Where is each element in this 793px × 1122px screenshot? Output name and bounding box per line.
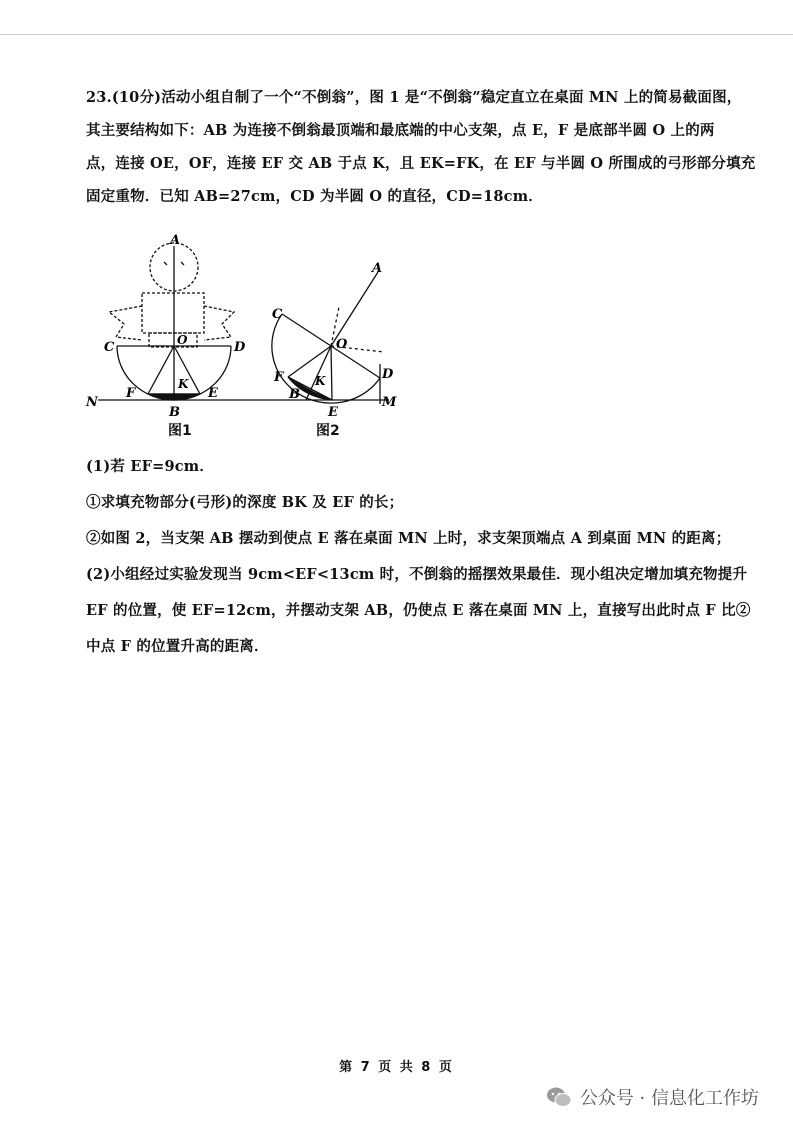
fig2-label-f: F (274, 370, 284, 385)
watermark-text: 公众号 · 信息化工作坊 (579, 1088, 759, 1109)
figure-1 (98, 243, 234, 400)
fig1-arms (109, 306, 234, 340)
fig1-label-d: D (234, 340, 246, 355)
fig2-label-b: B (289, 387, 300, 402)
geometry-figure (84, 232, 414, 444)
fig1-body (142, 293, 204, 333)
fig2-label-o: O (336, 337, 348, 352)
fig2-label-m: M (382, 395, 397, 410)
fig1-label-o: O (177, 333, 188, 347)
question-line: (2)小组经过实验发现当 9cm<EF<13cm 时，不倒翁的摇摆效果最佳．现小组决定增加填充物提升 (86, 566, 748, 583)
fig1-label-e: E (208, 386, 218, 401)
question-line: 中点 F 的位置升高的距离． (86, 638, 269, 655)
fig2-label-e: E (328, 405, 338, 420)
fig2-oe (331, 346, 332, 400)
wechat-icon (546, 1086, 572, 1108)
fig2-label-d: D (382, 367, 394, 382)
fig1-label-a: A (170, 233, 181, 248)
fig1-lower (149, 333, 197, 347)
problem-statement (86, 88, 756, 220)
fig2-caption: 图2 (316, 423, 340, 439)
fig2-label-c: C (272, 307, 283, 322)
question-line: (1)若 EF=9cm． (86, 458, 215, 475)
page-number: 第 7 页 共 8 页 (339, 1060, 454, 1075)
fig1-label-n: N (86, 395, 98, 410)
question-block (86, 457, 766, 673)
watermark (546, 1084, 759, 1110)
fig1-oe (148, 346, 174, 394)
top-rule (0, 34, 793, 35)
figure-2 (234, 272, 389, 404)
fig1-label-b: B (169, 405, 180, 420)
problem-line: 其主要结构如下：AB 为连接不倒翁最顶端和最底端的中心支架，点 E，F 是底部半圆 O 上的两 (86, 122, 715, 139)
fig1-label-f: F (126, 386, 136, 401)
figure-drawing (84, 232, 414, 422)
fig2-label-a: A (372, 261, 383, 276)
fig2-of (288, 346, 331, 377)
problem-line: 固定重物．已知 AB=27cm，CD 为半圆 O 的直径，CD=18cm． (86, 188, 543, 205)
fig1-label-c: C (104, 340, 115, 355)
question-line: ①求填充物部分(弓形)的深度 BK 及 EF 的长； (86, 494, 404, 511)
question-line: ②如图 2，当支架 AB 摆动到使点 E 落在桌面 MN 上时，求支架顶端点 A 到桌面 MN 的距离； (86, 530, 731, 547)
problem-line: 23.(10分)活动小组自制了一个“不倒翁”，图 1 是“不倒翁”稳定直立在桌面 MN 上的简易截面图， (86, 89, 742, 106)
fig1-caption: 图1 (168, 423, 192, 439)
fig1-label-k: K (178, 377, 189, 391)
problem-line: 点，连接 OE，OF，连接 EF 交 AB 于点 K，且 EK=FK，在 EF 与半圆 O 所围成的弓形部分填充 (86, 155, 756, 172)
question-line: EF 的位置，使 EF=12cm，并摆动支架 AB，仍使点 E 落在桌面 MN 上，直接写出此时点 F 比② (86, 602, 751, 619)
fig2-label-k: K (315, 374, 326, 388)
fig1-weight (148, 394, 200, 399)
